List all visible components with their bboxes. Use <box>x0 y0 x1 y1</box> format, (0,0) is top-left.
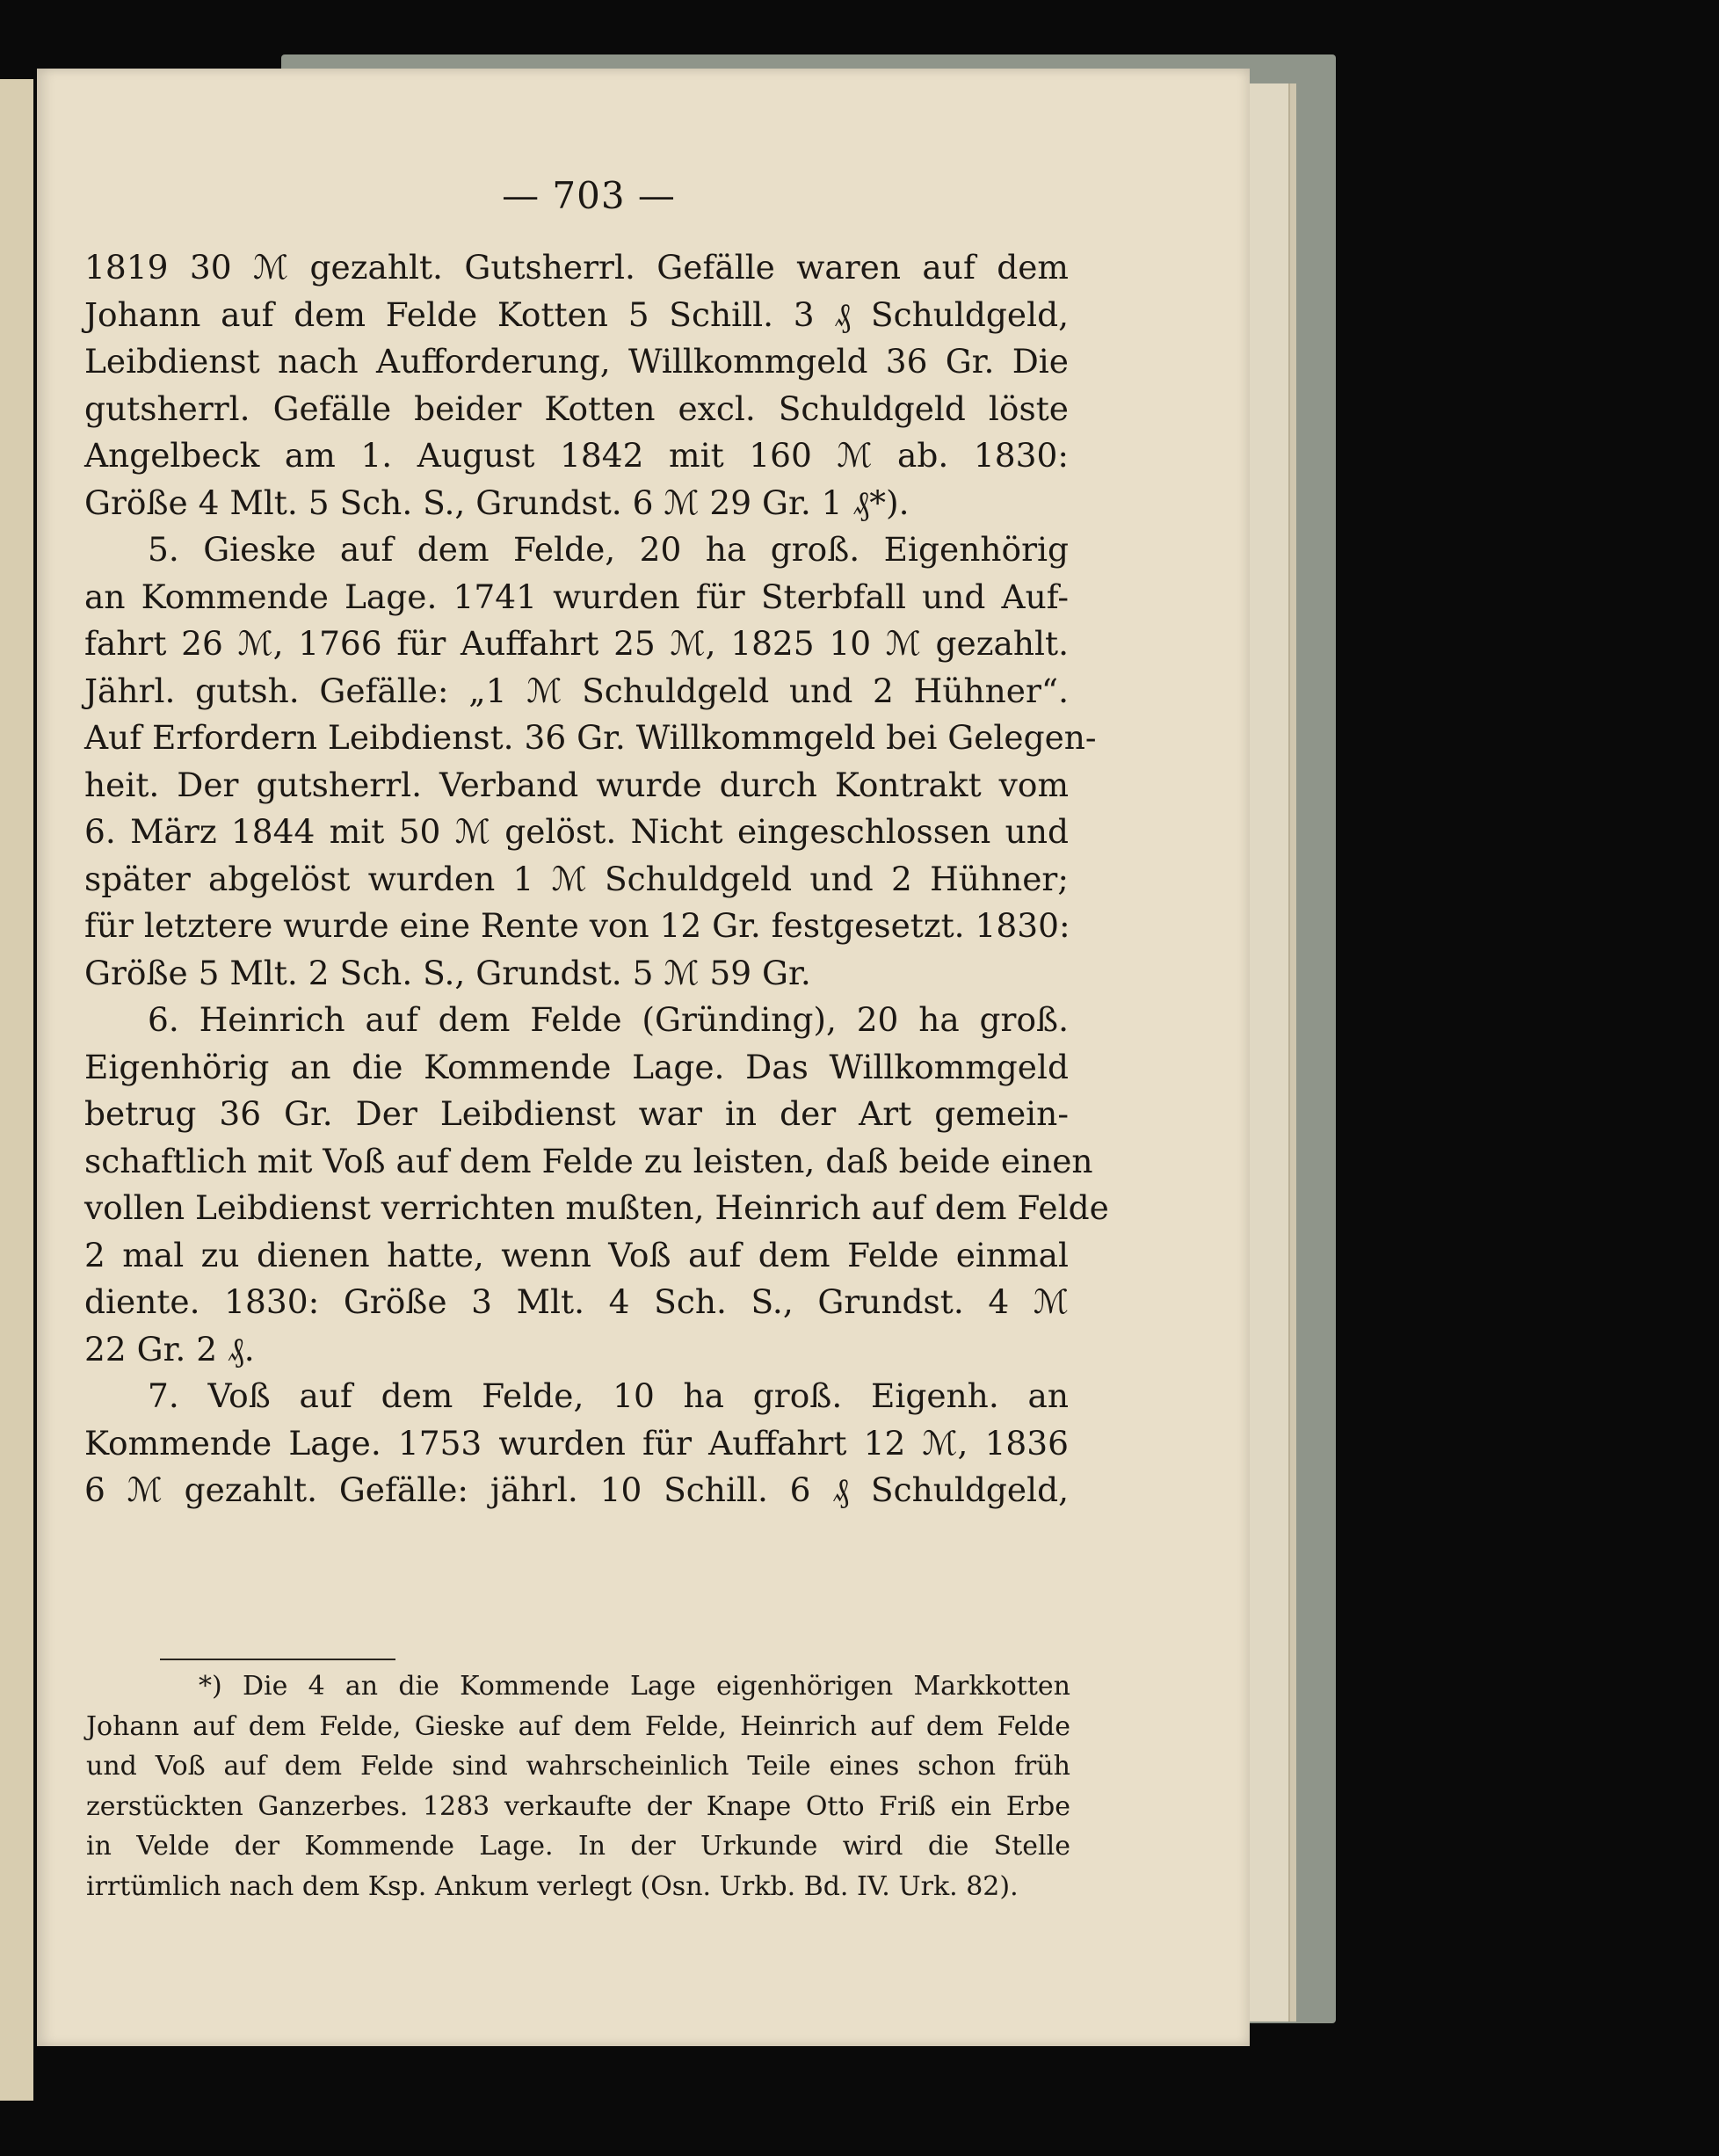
text-line: Größe 4 Mlt. 5 Sch. S., Grundst. 6 ℳ 29 Gr. 1 ₰*). <box>84 483 910 522</box>
footnote-line: irrtümlich nach dem Ksp. Ankum verlegt (Osn. Urkb. Bd. IV. Urk. 82). <box>86 1870 1019 1902</box>
text-line: für letztere wurde eine Rente von 12 Gr. festgesetzt. 1830: <box>84 906 1070 945</box>
text-line: Kommende Lage. 1753 wurden für Auffahrt 12 ℳ, 1836 <box>84 1423 1069 1463</box>
text-line: gutsherrl. Gefälle beider Kotten excl. Schuldgeld löste <box>84 388 1069 428</box>
left-page-edge <box>0 79 33 2101</box>
footnote <box>86 1666 1070 1906</box>
text-line: Auf Erfordern Leibdienst. 36 Gr. Willkommgeld bei Gelegen- <box>84 718 1097 757</box>
text-line: Eigenhörig an die Kommende Lage. Das Willkommgeld <box>84 1047 1069 1086</box>
text-line: an Kommende Lage. 1741 wurden für Sterbfall und Auf- <box>84 577 1069 616</box>
text-line: 2 mal zu dienen hatte, wenn Voß auf dem Felde einmal <box>84 1235 1069 1274</box>
text-line: 6 ℳ gezahlt. Gefälle: jährl. 10 Schill. 6 ₰ Schuldgeld, <box>84 1470 1069 1509</box>
text-line: 1819 30 ℳ gezahlt. Gutsherrl. Gefälle waren auf dem <box>84 248 1069 287</box>
footnote-line: *) Die 4 an die Kommende Lage eigenhörigen Markkotten <box>199 1671 1070 1702</box>
text-line: 5. Gieske auf dem Felde, 20 ha groß. Eigenhörig <box>148 530 1069 569</box>
text-line: Jährl. gutsh. Gefälle: „1 ℳ Schuldgeld und 2 Hühner“. <box>84 671 1069 710</box>
text-line: Leibdienst nach Aufforderung, Willkommgeld 36 Gr. Die <box>84 342 1069 381</box>
page-stack-edge-inner <box>1248 83 1290 2022</box>
book-page <box>37 69 1250 2046</box>
text-line: fahrt 26 ℳ, 1766 für Auffahrt 25 ℳ, 1825 10 ℳ gezahlt. <box>84 624 1069 663</box>
footnote-line: Johann auf dem Felde, Gieske auf dem Felde, Heinrich auf dem Felde <box>86 1710 1070 1742</box>
text-line: später abgelöst wurden 1 ℳ Schuldgeld und 2 Hühner; <box>84 859 1069 898</box>
text-line: heit. Der gutsherrl. Verband wurde durch Kontrakt vom <box>84 765 1069 804</box>
body-text <box>84 244 1109 1514</box>
footnote-line: zerstückten Ganzerbes. 1283 verkaufte der Knape Otto Friß ein Erbe <box>86 1790 1070 1822</box>
text-line: 22 Gr. 2 ₰. <box>84 1329 255 1368</box>
text-line: Angelbeck am 1. August 1842 mit 160 ℳ ab. 1830: <box>84 436 1069 475</box>
text-line: diente. 1830: Größe 3 Mlt. 4 Sch. S., Grundst. 4 ℳ <box>84 1282 1069 1321</box>
text-line: 6. März 1844 mit 50 ℳ gelöst. Nicht eingeschlossen und <box>84 812 1069 851</box>
text-line: betrug 36 Gr. Der Leibdienst war in der Art gemein- <box>84 1094 1069 1133</box>
text-line: Größe 5 Mlt. 2 Sch. S., Grundst. 5 ℳ 59 Gr. <box>84 953 811 992</box>
text-line: schaftlich mit Voß auf dem Felde zu leisten, daß beide einen <box>84 1141 1093 1180</box>
page-number: — 703 — <box>502 174 676 217</box>
text-line: 7. Voß auf dem Felde, 10 ha groß. Eigenh. an <box>148 1376 1069 1415</box>
text-line: 6. Heinrich auf dem Felde (Gründing), 20 ha groß. <box>148 1000 1069 1039</box>
footnote-divider <box>160 1659 395 1660</box>
text-line: Johann auf dem Felde Kotten 5 Schill. 3 ₰ Schuldgeld, <box>84 294 1069 334</box>
footnote-line: in Velde der Kommende Lage. In der Urkunde wird die Stelle <box>86 1831 1070 1862</box>
footnote-line: und Voß auf dem Felde sind wahrscheinlich Teile eines schon früh <box>86 1751 1070 1782</box>
text-line: vollen Leibdienst verrichten mußten, Heinrich auf dem Felde <box>84 1188 1109 1227</box>
